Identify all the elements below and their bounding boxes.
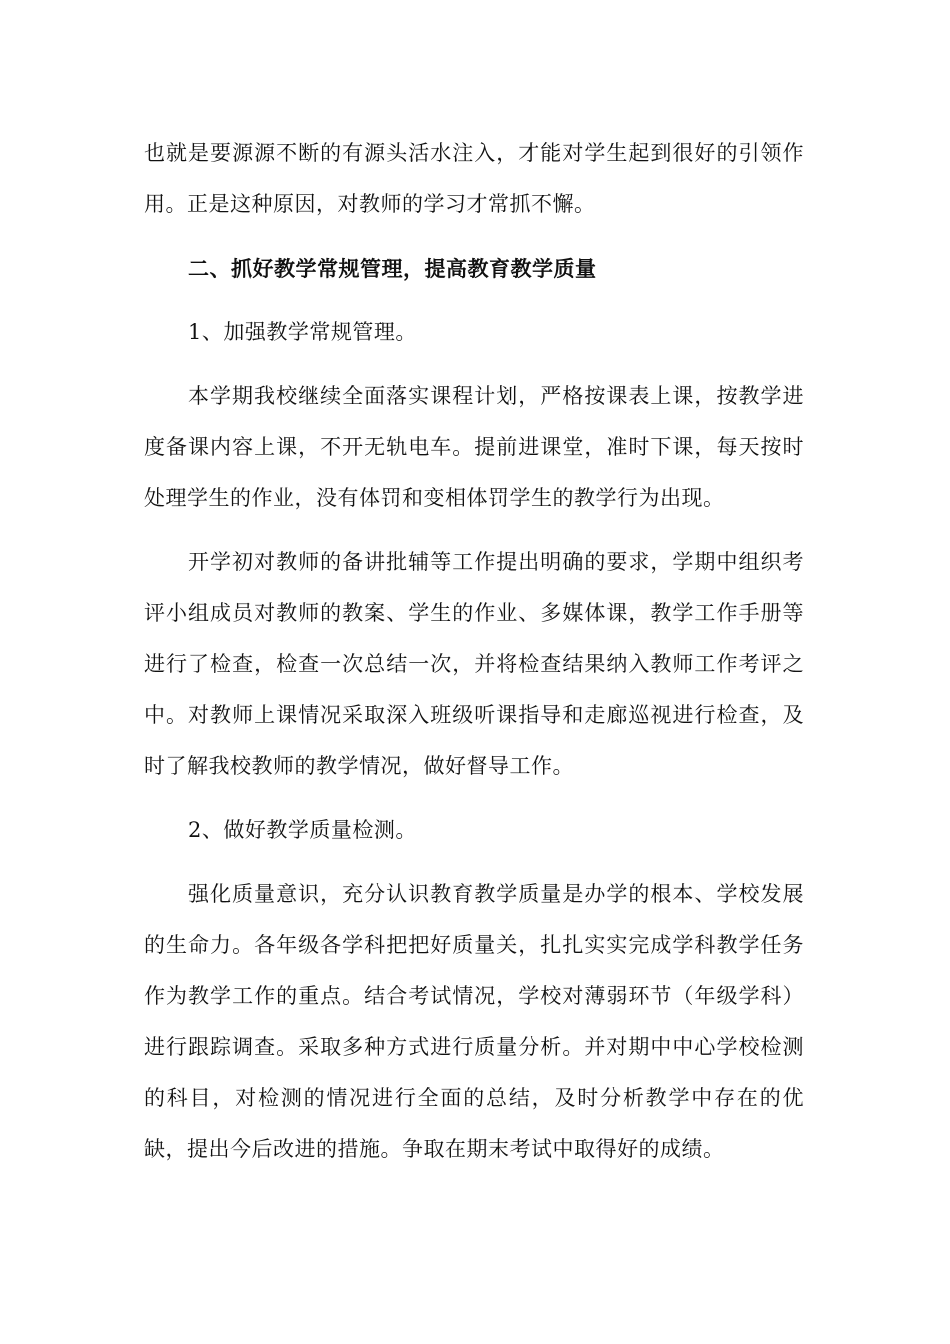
paragraph: 本学期我校继续全面落实课程计划，严格按课表上课，按教学进度备课内容上课，不开无轨电车。提前进课堂，准时下课，每天按时处理学生的作业，没有体罚和变相体罚学生的教学行为出现。 <box>144 384 804 510</box>
subsection-title: 1、加强教学常规管理。 <box>188 320 417 344</box>
section-heading: 二、抓好教学常规管理，提高教育教学质量 <box>188 256 597 281</box>
paragraph: 强化质量意识，充分认识教育教学质量是办学的根本、学校发展的生命力。各年级各学科把把好质量关，扎扎实实完成学科教学任务作为教学工作的重点。结合考试情况，学校对薄弱环节（年级学科）进行跟踪调查。采取多种方式进行质量分析。并对期中中心学校检测的科目，对检测的情况进行全面的总结，及时分析教学中存在的优缺，提出今后改进的措施。争取在期末考试中取得好的成绩。 <box>144 882 804 1161</box>
paragraph-continuation: 也就是要源源不断的有源头活水注入，才能对学生起到很好的引领作用。正是这种原因，对教师的学习才常抓不懈。 <box>144 141 804 216</box>
paragraph: 开学初对教师的备讲批辅等工作提出明确的要求，学期中组织考评小组成员对教师的教案、学生的作业、多媒体课，教学工作手册等进行了检查，检查一次总结一次，并将检查结果纳入教师工作考评之中。对教师上课情况采取深入班级听课指导和走廊巡视进行检查，及时了解我校教师的教学情况，做好督导工作。 <box>144 550 804 778</box>
subsection-title: 2、做好教学质量检测。 <box>188 818 417 842</box>
document-body <box>144 128 804 1188</box>
